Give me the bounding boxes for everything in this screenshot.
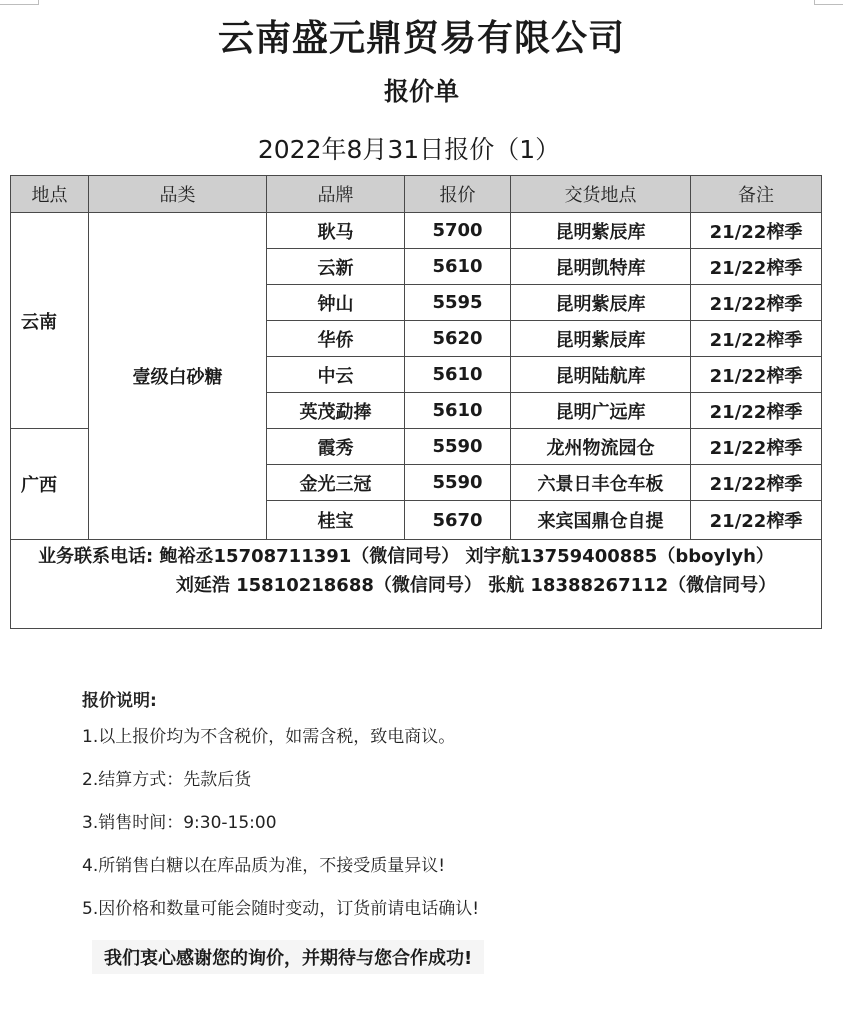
note-item: 1.以上报价均为不含税价，如需含税，致电商议。 bbox=[82, 727, 456, 747]
delivery-cell: 昆明广远库 bbox=[511, 393, 691, 429]
notes-title: 报价说明: bbox=[82, 691, 157, 711]
header-delivery: 交货地点 bbox=[511, 176, 691, 213]
price-cell: 5590 bbox=[405, 429, 511, 465]
note-cell: 21/22榨季 bbox=[691, 249, 822, 285]
price-cell: 5610 bbox=[405, 357, 511, 393]
brand-cell: 中云 bbox=[267, 357, 405, 393]
note-cell: 21/22榨季 bbox=[691, 357, 822, 393]
delivery-cell: 龙州物流园仓 bbox=[511, 429, 691, 465]
price-cell: 5610 bbox=[405, 393, 511, 429]
table-header-row bbox=[11, 176, 822, 213]
contacts-line-1: 业务联系电话: 鲍裕丞15708711391（微信同号） 刘宇航13759400885（bboylyh） bbox=[38, 546, 774, 567]
price-table bbox=[10, 175, 822, 629]
header-price: 报价 bbox=[405, 176, 511, 213]
brand-cell: 云新 bbox=[267, 249, 405, 285]
delivery-cell: 昆明紫辰库 bbox=[511, 285, 691, 321]
brand-cell: 钟山 bbox=[267, 285, 405, 321]
quote-date: 2022年8月31日报价（1） bbox=[257, 135, 561, 164]
brand-cell: 霞秀 bbox=[267, 429, 405, 465]
brand-cell: 华侨 bbox=[267, 321, 405, 357]
price-cell: 5590 bbox=[405, 465, 511, 501]
brand-cell: 英茂勐捧 bbox=[267, 393, 405, 429]
category-cell: 壹级白砂糖 bbox=[89, 213, 267, 540]
header-note: 备注 bbox=[691, 176, 822, 213]
thanks-message: 我们衷心感谢您的询价，并期待与您合作成功! bbox=[92, 940, 484, 974]
company-name: 云南盛元鼎贸易有限公司 bbox=[217, 18, 625, 59]
price-cell: 5595 bbox=[405, 285, 511, 321]
delivery-cell: 昆明紫辰库 bbox=[511, 213, 691, 249]
quote-notes bbox=[82, 686, 782, 937]
header-category: 品类 bbox=[89, 176, 267, 213]
note-cell: 21/22榨季 bbox=[691, 501, 822, 540]
document-type: 报价单 bbox=[383, 77, 459, 106]
crop-mark-right bbox=[814, 0, 843, 5]
contacts-cell bbox=[11, 540, 822, 629]
note-cell: 21/22榨季 bbox=[691, 393, 822, 429]
table-row bbox=[11, 213, 822, 249]
note-cell: 21/22榨季 bbox=[691, 429, 822, 465]
contacts-line-2: 刘延浩 15810218688（微信同号） 张航 18388267112（微信同号） bbox=[175, 575, 777, 596]
note-item: 4.所销售白糖以在库品质为准，不接受质量异议! bbox=[82, 856, 446, 876]
delivery-cell: 昆明凯特库 bbox=[511, 249, 691, 285]
region-cell-yunnan: 云南 bbox=[11, 213, 89, 429]
price-cell: 5620 bbox=[405, 321, 511, 357]
delivery-cell: 昆明紫辰库 bbox=[511, 321, 691, 357]
note-cell: 21/22榨季 bbox=[691, 321, 822, 357]
note-cell: 21/22榨季 bbox=[691, 213, 822, 249]
header-brand: 品牌 bbox=[267, 176, 405, 213]
header-location: 地点 bbox=[11, 176, 89, 213]
delivery-cell: 来宾国鼎仓自提 bbox=[511, 501, 691, 540]
price-cell: 5670 bbox=[405, 501, 511, 540]
note-item: 3.销售时间：9:30-15:00 bbox=[82, 813, 277, 833]
note-cell: 21/22榨季 bbox=[691, 465, 822, 501]
price-cell: 5610 bbox=[405, 249, 511, 285]
delivery-cell: 昆明陆航库 bbox=[511, 357, 691, 393]
brand-cell: 耿马 bbox=[267, 213, 405, 249]
note-item: 5.因价格和数量可能会随时变动，订货前请电话确认! bbox=[82, 899, 480, 919]
brand-cell: 金光三冠 bbox=[267, 465, 405, 501]
brand-cell: 桂宝 bbox=[267, 501, 405, 540]
delivery-cell: 六景日丰仓车板 bbox=[511, 465, 691, 501]
note-cell: 21/22榨季 bbox=[691, 285, 822, 321]
price-cell: 5700 bbox=[405, 213, 511, 249]
crop-mark-left bbox=[0, 0, 39, 5]
contacts-row bbox=[11, 540, 822, 629]
note-item: 2.结算方式：先款后货 bbox=[82, 770, 252, 790]
region-cell-guangxi: 广西 bbox=[11, 429, 89, 540]
